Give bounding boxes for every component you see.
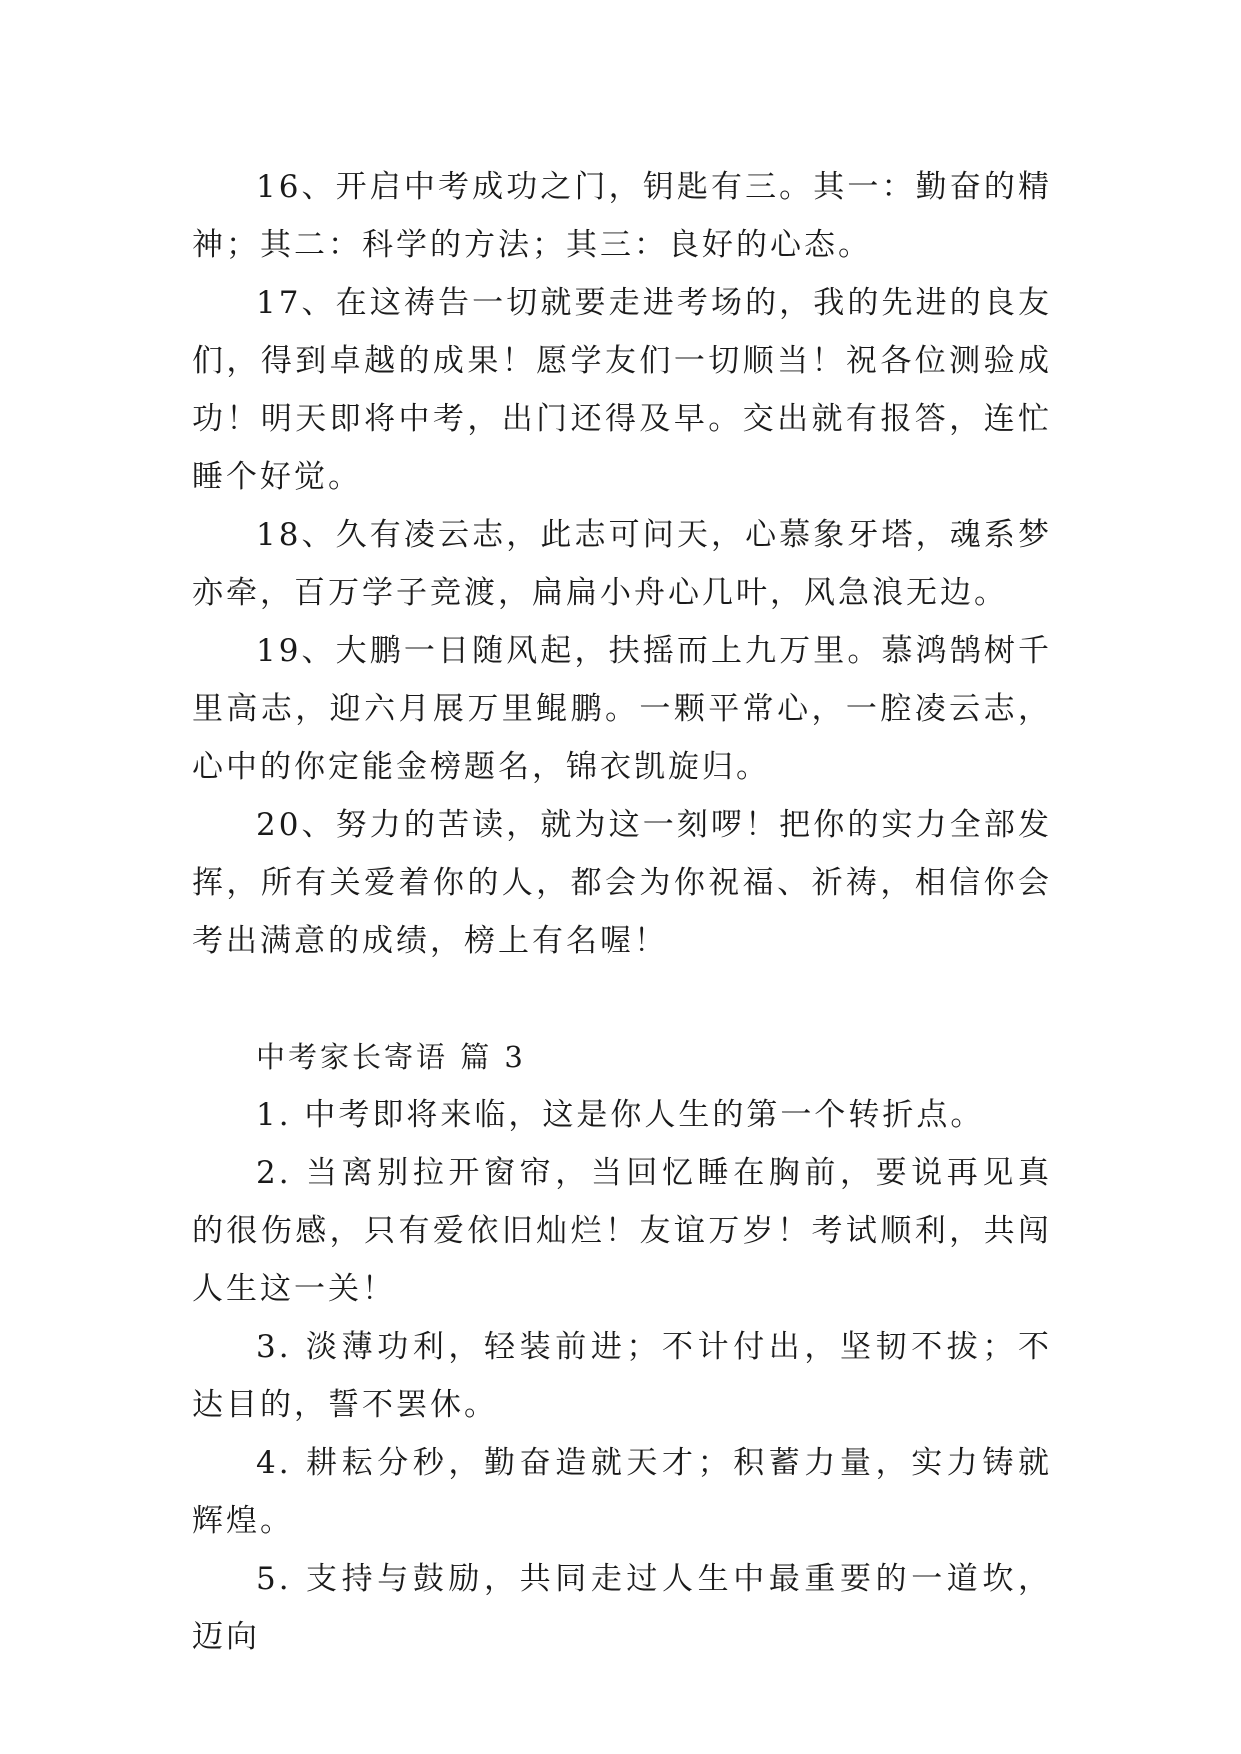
section-heading: 中考家长寄语 篇 3 (256, 1040, 526, 1074)
paragraph-17: 17、在这祷告一切就要走进考场的，我的先进的良友们，得到卓越的成果！愿学友们一切顺当！祝各位测验成功！明天即将中考，出门还得及早。交出就有报答，连忙睡个好觉。 (192, 285, 1052, 495)
paragraph-3: 3. 淡薄功利，轻装前进；不计付出，坚韧不拔；不达目的，誓不罢休。 (192, 1329, 1052, 1423)
paragraph-4: 4. 耕耘分秒，勤奋造就天才；积蓄力量，实力铸就辉煌。 (192, 1445, 1052, 1539)
paragraph-2: 2. 当离别拉开窗帘，当回忆睡在胸前，要说再见真的很伤感，只有爱依旧灿烂！友谊万岁！考试顺利，共闯人生这一关！ (192, 1155, 1052, 1307)
paragraph-20: 20、努力的苦读，就为这一刻啰！把你的实力全部发挥，所有关爱着你的人，都会为你祝福、祈祷，相信你会考出满意的成绩，榜上有名喔！ (192, 807, 1052, 959)
paragraph-16: 16、开启中考成功之门，钥匙有三。其一：勤奋的精神；其二：科学的方法；其三：良好的心态。 (192, 169, 1052, 263)
paragraph-18: 18、久有凌云志，此志可问天，心慕象牙塔，魂系梦亦牵，百万学子竞渡，扁扁小舟心几叶，风急浪无边。 (192, 517, 1052, 611)
section-spacer (192, 970, 1052, 1028)
document-page (192, 158, 1052, 1666)
paragraph-5: 5. 支持与鼓励，共同走过人生中最重要的一道坎，迈向 (192, 1561, 1052, 1655)
paragraph-19: 19、大鹏一日随风起，扶摇而上九万里。慕鸿鹄树千里高志，迎六月展万里鲲鹏。一颗平常心，一腔凌云志，心中的你定能金榜题名，锦衣凯旋归。 (192, 633, 1052, 785)
paragraph-1: 1. 中考即将来临，这是你人生的第一个转折点。 (256, 1097, 985, 1133)
